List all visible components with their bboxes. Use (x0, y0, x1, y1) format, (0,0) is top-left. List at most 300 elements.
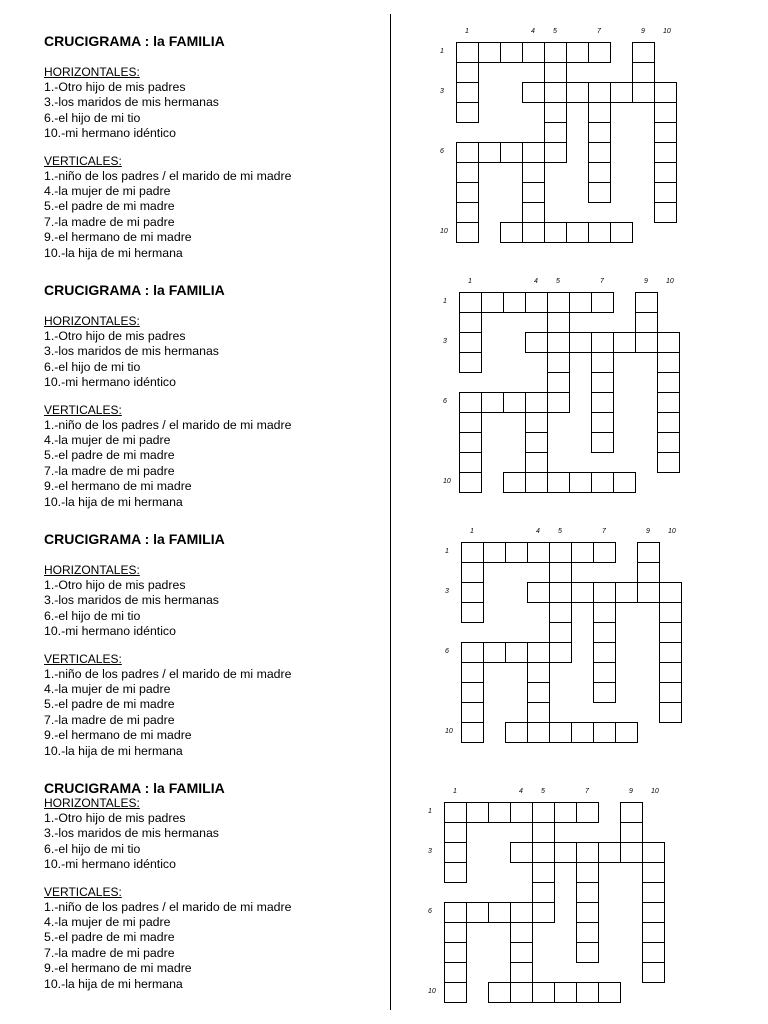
column-number-label: 5 (556, 278, 560, 285)
crossword-cell[interactable] (461, 542, 484, 563)
crossword-cell[interactable] (522, 202, 545, 223)
row-number-label: 6 (443, 398, 447, 405)
crossword-cell[interactable] (591, 332, 614, 353)
crossword-cell[interactable] (456, 62, 479, 83)
row-number-label: 1 (428, 808, 432, 815)
crossword-cell[interactable] (657, 372, 680, 393)
clue-across: 6.-el hijo de mi tio (44, 841, 141, 856)
crossword-cell[interactable] (459, 392, 482, 413)
column-number-label: 5 (558, 528, 562, 535)
crossword-cell[interactable] (459, 312, 482, 333)
crossword-cell[interactable] (593, 622, 616, 643)
crossword-cell[interactable] (544, 82, 567, 103)
crossword-cell[interactable] (635, 292, 658, 313)
clue-down: 4.-la mujer de mi padre (44, 682, 171, 697)
crossword-cell[interactable] (620, 802, 643, 823)
crossword-cell[interactable] (444, 902, 467, 923)
clue-across: 3.-los maridos de mis hermanas (44, 826, 219, 841)
row-number-label: 6 (440, 148, 444, 155)
horizontales-heading: HORIZONTALES: (44, 65, 140, 79)
crossword-cell[interactable] (522, 142, 545, 163)
puzzle-title: CRUCIGRAMA : la FAMILIA (44, 780, 225, 796)
crossword-cell[interactable] (632, 62, 655, 83)
column-number-label: 4 (531, 28, 535, 35)
column-number-label: 4 (519, 788, 523, 795)
crossword-cell[interactable] (593, 542, 616, 563)
crossword-cell[interactable] (478, 142, 501, 163)
crossword-cell[interactable] (657, 392, 680, 413)
crossword-cell[interactable] (527, 582, 550, 603)
crossword-cell[interactable] (610, 222, 633, 243)
crossword-cell[interactable] (642, 882, 665, 903)
crossword-cell[interactable] (642, 862, 665, 883)
crossword-cell[interactable] (588, 82, 611, 103)
crossword-cell[interactable] (532, 862, 555, 883)
crossword-cell[interactable] (532, 802, 555, 823)
crossword-cell[interactable] (642, 902, 665, 923)
crossword-cell[interactable] (642, 942, 665, 963)
crossword-cell[interactable] (576, 902, 599, 923)
crossword-cell[interactable] (635, 332, 658, 353)
crossword-cell[interactable] (571, 722, 594, 743)
clue-down: 9.-el hermano de mi madre (44, 728, 192, 743)
crossword-cell[interactable] (549, 542, 572, 563)
crossword-cell[interactable] (544, 102, 567, 123)
clue-down: 9.-el hermano de mi madre (44, 961, 192, 976)
crossword-cell[interactable] (522, 162, 545, 183)
column-number-label: 5 (553, 28, 557, 35)
column-number-label: 7 (585, 788, 589, 795)
crossword-cell[interactable] (459, 332, 482, 353)
crossword-cell[interactable] (527, 662, 550, 683)
row-number-label: 3 (428, 848, 432, 855)
puzzle-title: CRUCIGRAMA : la FAMILIA (44, 531, 225, 547)
crossword-cell[interactable] (588, 122, 611, 143)
crossword-cell[interactable] (549, 582, 572, 603)
clue-down: 10.-la hija de mi hermana (44, 494, 183, 509)
crossword-cell[interactable] (444, 942, 467, 963)
crossword-cell[interactable] (659, 622, 682, 643)
clue-down: 10.-la hija de mi hermana (44, 245, 183, 260)
clue-down: 5.-el padre de mi madre (44, 697, 175, 712)
row-number-label: 1 (443, 298, 447, 305)
crossword-cell[interactable] (593, 642, 616, 663)
crossword-cell[interactable] (456, 182, 479, 203)
crossword-cell[interactable] (525, 452, 548, 473)
crossword-cell[interactable] (505, 722, 528, 743)
clue-down: 5.-el padre de mi madre (44, 199, 175, 214)
crossword-cell[interactable] (459, 412, 482, 433)
crossword-cell[interactable] (459, 452, 482, 473)
clue-across: 3.-los maridos de mis hermanas (44, 95, 219, 110)
crossword-cell[interactable] (544, 62, 567, 83)
crossword-cell[interactable] (510, 902, 533, 923)
clue-across: 6.-el hijo de mi tio (44, 110, 141, 125)
crossword-cell[interactable] (525, 412, 548, 433)
row-number-label: 10 (443, 478, 451, 485)
clue-down: 1.-niño de los padres / el marido de mi madre (44, 899, 292, 914)
crossword-cell[interactable] (500, 142, 523, 163)
crossword-cell[interactable] (459, 292, 482, 313)
crossword-cell[interactable] (456, 222, 479, 243)
crossword-cell[interactable] (522, 82, 545, 103)
crossword-cell[interactable] (461, 562, 484, 583)
row-number-label: 3 (440, 88, 444, 95)
clue-down: 4.-la mujer de mi padre (44, 433, 171, 448)
crossword-cell[interactable] (525, 292, 548, 313)
crossword-cell[interactable] (505, 642, 528, 663)
crossword-cell[interactable] (522, 222, 545, 243)
row-number-label: 6 (445, 648, 449, 655)
crossword-cell[interactable] (510, 842, 533, 863)
clue-down: 9.-el hermano de mi madre (44, 479, 192, 494)
crossword-cell[interactable] (554, 982, 577, 1003)
crossword-cell[interactable] (525, 432, 548, 453)
crossword-cell[interactable] (459, 352, 482, 373)
column-number-label: 10 (666, 278, 674, 285)
crossword-cell[interactable] (593, 722, 616, 743)
crossword-cell[interactable] (510, 802, 533, 823)
crossword-cell[interactable] (444, 842, 467, 863)
crossword-cell[interactable] (527, 642, 550, 663)
crossword-cell[interactable] (444, 862, 467, 883)
crossword-cell[interactable] (554, 802, 577, 823)
horizontales-heading: HORIZONTALES: (44, 314, 140, 328)
crossword-cell[interactable] (459, 472, 482, 493)
column-number-label: 9 (641, 28, 645, 35)
crossword-cell[interactable] (654, 102, 677, 123)
crossword-cell[interactable] (522, 182, 545, 203)
crossword-cell[interactable] (466, 802, 489, 823)
crossword-cell[interactable] (527, 542, 550, 563)
crossword-cell[interactable] (525, 332, 548, 353)
crossword-cell[interactable] (632, 82, 655, 103)
clues-block-4 (44, 780, 384, 992)
crossword-cell[interactable] (588, 162, 611, 183)
crossword-cell[interactable] (620, 842, 643, 863)
crossword-cell[interactable] (654, 202, 677, 223)
clue-across: 6.-el hijo de mi tio (44, 608, 141, 623)
crossword-cell[interactable] (642, 922, 665, 943)
crossword-cell[interactable] (657, 412, 680, 433)
column-number-label: 7 (597, 28, 601, 35)
clues-block-2 (44, 282, 384, 510)
crossword-cell[interactable] (547, 372, 570, 393)
crossword-cell[interactable] (591, 412, 614, 433)
crossword-cell[interactable] (588, 42, 611, 63)
crossword-cell[interactable] (456, 102, 479, 123)
clues-block-3 (44, 531, 384, 759)
crossword-cell[interactable] (571, 542, 594, 563)
verticales-heading: VERTICALES: (44, 651, 122, 666)
clues-block-1 (44, 33, 384, 261)
row-number-label: 1 (440, 48, 444, 55)
crossword-cell[interactable] (481, 292, 504, 313)
crossword-cell[interactable] (591, 432, 614, 453)
clue-down: 9.-el hermano de mi madre (44, 230, 192, 245)
crossword-cell[interactable] (456, 162, 479, 183)
crossword-cell[interactable] (613, 472, 636, 493)
crossword-cell[interactable] (481, 392, 504, 413)
column-number-label: 1 (468, 278, 472, 285)
column-number-label: 9 (646, 528, 650, 535)
column-number-label: 4 (536, 528, 540, 535)
crossword-cell[interactable] (547, 332, 570, 353)
crossword-cell[interactable] (637, 542, 660, 563)
crossword-cell[interactable] (461, 582, 484, 603)
crossword-cell[interactable] (461, 602, 484, 623)
crossword-cell[interactable] (456, 142, 479, 163)
crossword-cell[interactable] (488, 902, 511, 923)
crossword-cell[interactable] (637, 582, 660, 603)
crossword-cell[interactable] (503, 292, 526, 313)
crossword-cell[interactable] (588, 142, 611, 163)
clue-down: 7.-la madre de mi padre (44, 712, 175, 727)
crossword-cell[interactable] (588, 102, 611, 123)
crossword-cell[interactable] (566, 222, 589, 243)
puzzle-title: CRUCIGRAMA : la FAMILIA (44, 33, 225, 49)
crossword-cell[interactable] (459, 432, 482, 453)
crossword-cell[interactable] (544, 142, 567, 163)
crossword-cell[interactable] (642, 842, 665, 863)
crossword-cell[interactable] (522, 42, 545, 63)
crossword-cell[interactable] (444, 982, 467, 1003)
row-number-label: 10 (445, 728, 453, 735)
crossword-cell[interactable] (547, 392, 570, 413)
crossword-cell[interactable] (620, 822, 643, 843)
crossword-cell[interactable] (569, 332, 592, 353)
column-number-label: 9 (644, 278, 648, 285)
crossword-cell[interactable] (642, 962, 665, 983)
clue-across: 1.-Otro hijo de mis padres (44, 329, 186, 343)
clue-across: 1.-Otro hijo de mis padres (44, 811, 186, 825)
crossword-cell[interactable] (549, 602, 572, 623)
crossword-cell[interactable] (549, 562, 572, 583)
crossword-cell[interactable] (510, 962, 533, 983)
clue-down: 1.-niño de los padres / el marido de mi madre (44, 168, 292, 183)
clue-across: 10.-mi hermano idéntico (44, 126, 176, 141)
column-number-label: 4 (534, 278, 538, 285)
crossword-cell[interactable] (637, 562, 660, 583)
crossword-cell[interactable] (569, 472, 592, 493)
verticales-heading: VERTICALES: (44, 153, 122, 168)
crossword-cell[interactable] (532, 842, 555, 863)
crossword-cell[interactable] (654, 162, 677, 183)
column-number-label: 10 (668, 528, 676, 535)
crossword-cell[interactable] (576, 882, 599, 903)
crossword-cell[interactable] (635, 312, 658, 333)
column-number-label: 7 (600, 278, 604, 285)
crossword-cell[interactable] (591, 352, 614, 373)
crossword-cell[interactable] (547, 292, 570, 313)
crossword-cell[interactable] (544, 222, 567, 243)
crossword-cell[interactable] (571, 582, 594, 603)
crossword-cell[interactable] (554, 842, 577, 863)
crossword-cell[interactable] (610, 82, 633, 103)
crossword-cell[interactable] (615, 582, 638, 603)
crossword-cell[interactable] (549, 722, 572, 743)
crossword-cell[interactable] (659, 642, 682, 663)
crossword-cell[interactable] (444, 922, 467, 943)
horizontales-heading: HORIZONTALES: (44, 796, 140, 810)
clue-across: 3.-los maridos de mis hermanas (44, 593, 219, 608)
clue-down: 4.-la mujer de mi padre (44, 915, 171, 930)
column-number-label: 10 (663, 28, 671, 35)
clue-across: 10.-mi hermano idéntico (44, 375, 176, 390)
column-number-label: 7 (602, 528, 606, 535)
crossword-cell[interactable] (461, 702, 484, 723)
crossword-cell[interactable] (461, 682, 484, 703)
crossword-cell[interactable] (456, 42, 479, 63)
row-number-label: 6 (428, 908, 432, 915)
crossword-cell[interactable] (659, 602, 682, 623)
clue-down: 10.-la hija de mi hermana (44, 976, 183, 991)
crossword-cell[interactable] (500, 222, 523, 243)
crossword-cell[interactable] (456, 202, 479, 223)
crossword-cell[interactable] (532, 902, 555, 923)
crossword-cell[interactable] (527, 722, 550, 743)
column-number-label: 5 (541, 788, 545, 795)
crossword-cell[interactable] (657, 452, 680, 473)
crossword-cell[interactable] (444, 962, 467, 983)
clue-down: 10.-la hija de mi hermana (44, 743, 183, 758)
crossword-cell[interactable] (483, 542, 506, 563)
clue-down: 7.-la madre de mi padre (44, 214, 175, 229)
crossword-cell[interactable] (547, 472, 570, 493)
verticales-heading: VERTICALES: (44, 402, 122, 417)
crossword-cell[interactable] (525, 472, 548, 493)
crossword-cell[interactable] (461, 722, 484, 743)
crossword-cell[interactable] (657, 352, 680, 373)
crossword-cell[interactable] (654, 122, 677, 143)
crossword-cell[interactable] (503, 472, 526, 493)
clue-across: 1.-Otro hijo de mis padres (44, 80, 186, 94)
crossword-cell[interactable] (593, 682, 616, 703)
crossword-cell[interactable] (510, 982, 533, 1003)
crossword-cell[interactable] (576, 862, 599, 883)
clue-down: 4.-la mujer de mi padre (44, 184, 171, 199)
column-number-label: 1 (453, 788, 457, 795)
crossword-cell[interactable] (488, 802, 511, 823)
crossword-cell[interactable] (547, 312, 570, 333)
crossword-cell[interactable] (598, 982, 621, 1003)
crossword-cell[interactable] (456, 82, 479, 103)
crossword-cell[interactable] (659, 662, 682, 683)
crossword-cell[interactable] (544, 122, 567, 143)
crossword-cell[interactable] (525, 392, 548, 413)
crossword-cell[interactable] (591, 292, 614, 313)
crossword-cell[interactable] (593, 602, 616, 623)
crossword-cell[interactable] (461, 662, 484, 683)
crossword-cell[interactable] (566, 82, 589, 103)
crossword-cell[interactable] (576, 842, 599, 863)
crossword-cell[interactable] (576, 802, 599, 823)
row-number-label: 10 (428, 988, 436, 995)
crossword-cell[interactable] (510, 922, 533, 943)
clue-across: 10.-mi hermano idéntico (44, 624, 176, 639)
crossword-cell[interactable] (549, 642, 572, 663)
clue-across: 3.-los maridos de mis hermanas (44, 344, 219, 359)
puzzle-title: CRUCIGRAMA : la FAMILIA (44, 282, 225, 298)
clue-down: 1.-niño de los padres / el marido de mi madre (44, 666, 292, 681)
crossword-cell[interactable] (588, 182, 611, 203)
crossword-cell[interactable] (527, 702, 550, 723)
clue-across: 6.-el hijo de mi tio (44, 359, 141, 374)
crossword-cell[interactable] (613, 332, 636, 353)
crossword-cell[interactable] (654, 142, 677, 163)
crossword-cell[interactable] (566, 42, 589, 63)
row-number-label: 3 (443, 338, 447, 345)
clue-down: 1.-niño de los padres / el marido de mi madre (44, 417, 292, 432)
column-number-label: 9 (629, 788, 633, 795)
clue-down: 7.-la madre de mi padre (44, 463, 175, 478)
row-number-label: 1 (445, 548, 449, 555)
crossword-cell[interactable] (461, 642, 484, 663)
crossword-cell[interactable] (657, 332, 680, 353)
crossword-cell[interactable] (505, 542, 528, 563)
crossword-cell[interactable] (591, 472, 614, 493)
crossword-cell[interactable] (659, 682, 682, 703)
crossword-cell[interactable] (591, 372, 614, 393)
column-number-label: 1 (465, 28, 469, 35)
crossword-cell[interactable] (576, 982, 599, 1003)
crossword-cell[interactable] (593, 582, 616, 603)
horizontales-heading: HORIZONTALES: (44, 563, 140, 577)
clue-down: 5.-el padre de mi madre (44, 930, 175, 945)
clue-down: 7.-la madre de mi padre (44, 945, 175, 960)
crossword-cell[interactable] (532, 882, 555, 903)
crossword-cell[interactable] (588, 222, 611, 243)
page-divider-line (390, 14, 391, 1010)
crossword-cell[interactable] (532, 822, 555, 843)
crossword-cell[interactable] (527, 682, 550, 703)
crossword-cell[interactable] (500, 42, 523, 63)
crossword-cell[interactable] (544, 42, 567, 63)
crossword-cell[interactable] (576, 942, 599, 963)
crossword-cell[interactable] (532, 982, 555, 1003)
clue-down: 5.-el padre de mi madre (44, 448, 175, 463)
clue-across: 10.-mi hermano idéntico (44, 857, 176, 872)
crossword-cell[interactable] (488, 982, 511, 1003)
row-number-label: 3 (445, 588, 449, 595)
crossword-cell[interactable] (615, 722, 638, 743)
crossword-cell[interactable] (576, 922, 599, 943)
crossword-cell[interactable] (444, 802, 467, 823)
crossword-cell[interactable] (466, 902, 489, 923)
column-number-label: 1 (470, 528, 474, 535)
clue-across: 1.-Otro hijo de mis padres (44, 578, 186, 592)
crossword-cell[interactable] (503, 392, 526, 413)
crossword-cell[interactable] (569, 292, 592, 313)
crossword-cell[interactable] (444, 822, 467, 843)
crossword-cell[interactable] (659, 702, 682, 723)
crossword-cell[interactable] (654, 182, 677, 203)
crossword-cell[interactable] (547, 352, 570, 373)
row-number-label: 10 (440, 228, 448, 235)
crossword-cell[interactable] (549, 622, 572, 643)
crossword-cell[interactable] (598, 842, 621, 863)
crossword-cell[interactable] (478, 42, 501, 63)
crossword-cell[interactable] (657, 432, 680, 453)
crossword-cell[interactable] (632, 42, 655, 63)
crossword-cell[interactable] (593, 662, 616, 683)
crossword-cell[interactable] (659, 582, 682, 603)
crossword-cell[interactable] (654, 82, 677, 103)
crossword-cell[interactable] (591, 392, 614, 413)
column-number-label: 10 (651, 788, 659, 795)
crossword-cell[interactable] (483, 642, 506, 663)
crossword-cell[interactable] (510, 942, 533, 963)
